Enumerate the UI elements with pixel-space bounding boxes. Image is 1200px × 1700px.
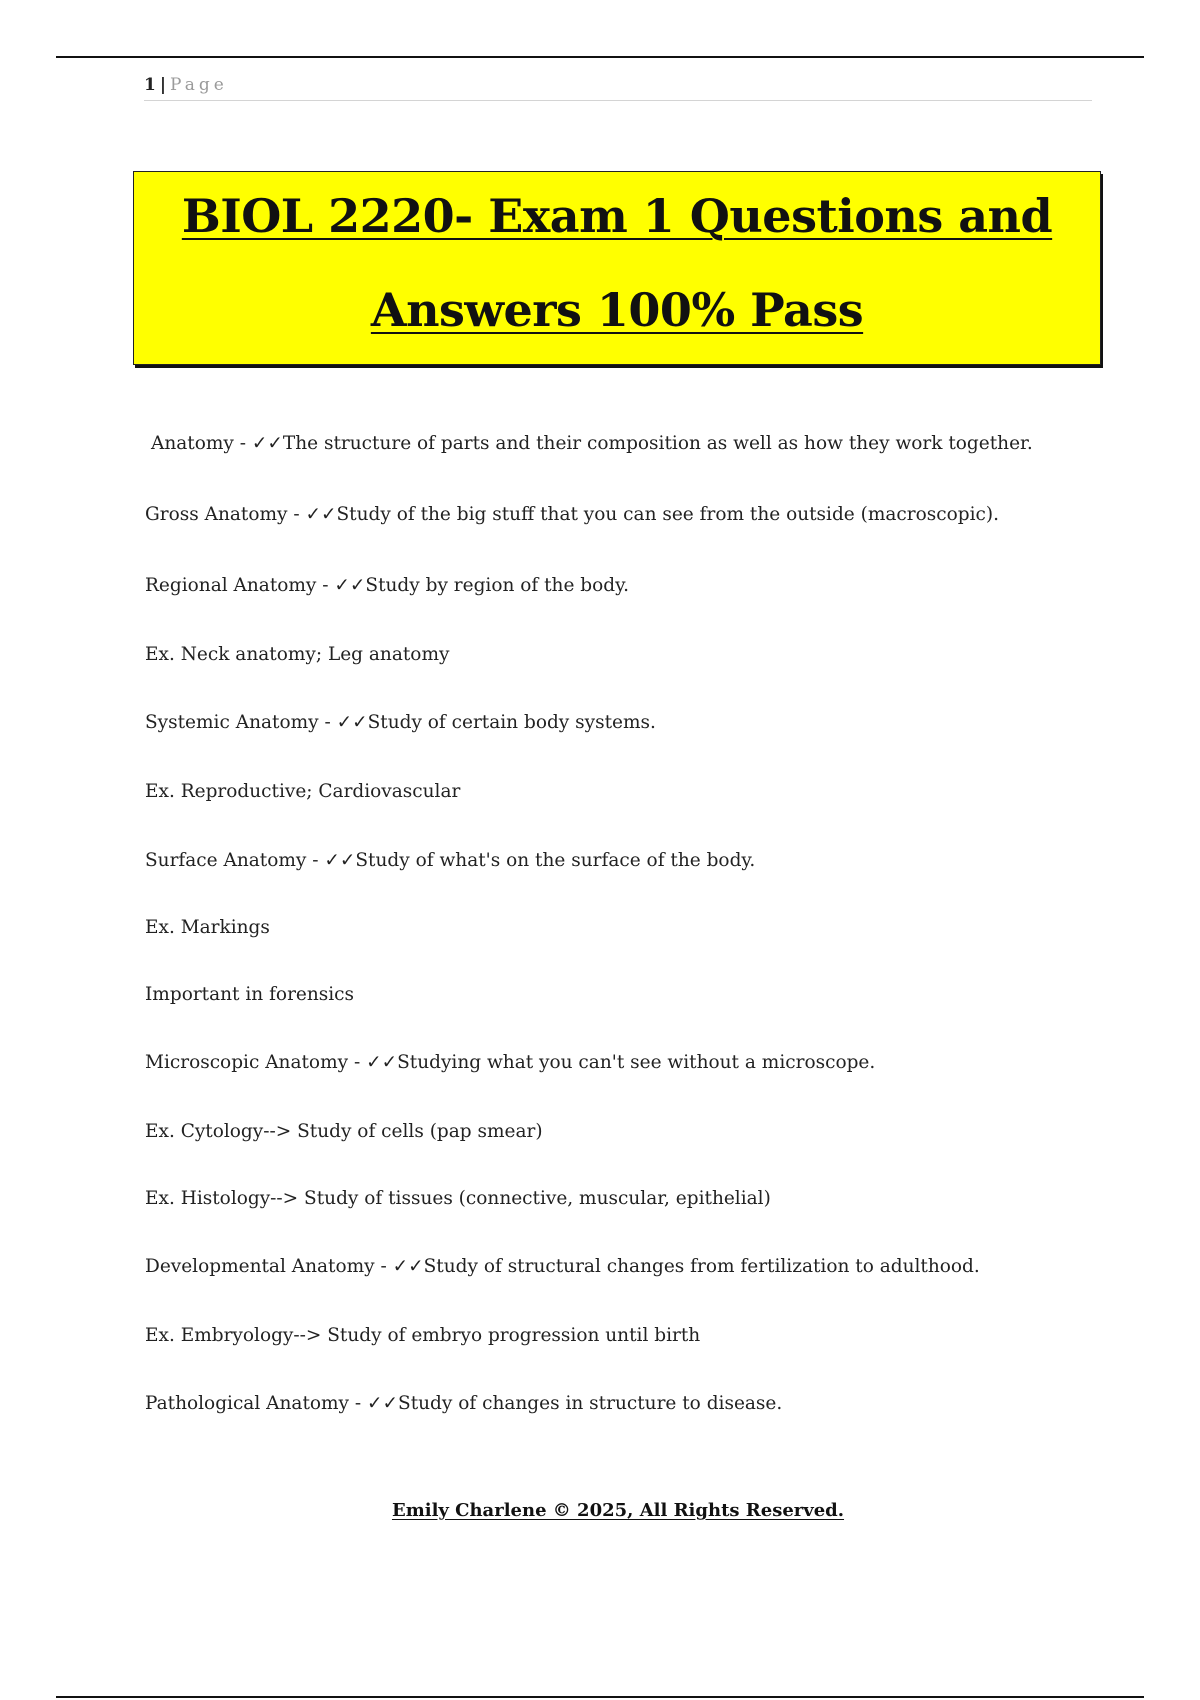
title-box [133,171,1101,365]
entry-surface-anatomy: Surface Anatomy - ✓✓Study of what's on the surface of the body. [145,850,756,871]
page-separator: | [159,75,167,95]
entry-embryology-example: Ex. Embryology--> Study of embryo progression until birth [145,1325,701,1346]
copyright-footer [0,1500,1200,1521]
entry-systemic-example: Ex. Reproductive; Cardiovascular [145,781,461,802]
entry-anatomy: Anatomy - ✓✓The structure of parts and their composition as well as how they work together. [151,433,1033,454]
top-rule [56,56,1144,58]
page-header [144,72,1092,101]
entry-surface-note: Important in forensics [145,984,355,1005]
document-title-line-1: BIOL 2220- Exam 1 Questions and [181,189,1053,243]
entry-surface-example: Ex. Markings [145,917,270,938]
entry-gross-anatomy: Gross Anatomy - ✓✓Study of the big stuff that you can see from the outside (macroscopic). [145,504,999,525]
entry-regional-example: Ex. Neck anatomy; Leg anatomy [145,644,450,665]
document-title-line-2: Answers 100% Pass [370,283,864,337]
page-label: Page [170,75,228,95]
entry-cytology-example: Ex. Cytology--> Study of cells (pap smear) [145,1121,543,1142]
page-number: 1 [144,75,156,95]
entry-regional-anatomy: Regional Anatomy - ✓✓Study by region of the body. [145,575,629,596]
entry-developmental-anatomy: Developmental Anatomy - ✓✓Study of structural changes from fertilization to adulthood. [145,1256,980,1277]
copyright-text: Emily Charlene © 2025, All Rights Reserved. [391,1500,845,1521]
entry-histology-example: Ex. Histology--> Study of tissues (connective, muscular, epithelial) [145,1188,771,1209]
entry-microscopic-anatomy: Microscopic Anatomy - ✓✓Studying what you can't see without a microscope. [145,1052,876,1073]
entry-pathological-anatomy: Pathological Anatomy - ✓✓Study of changes in structure to disease. [145,1393,783,1414]
entry-systemic-anatomy: Systemic Anatomy - ✓✓Study of certain body systems. [145,712,656,733]
bottom-rule [56,1696,1144,1698]
